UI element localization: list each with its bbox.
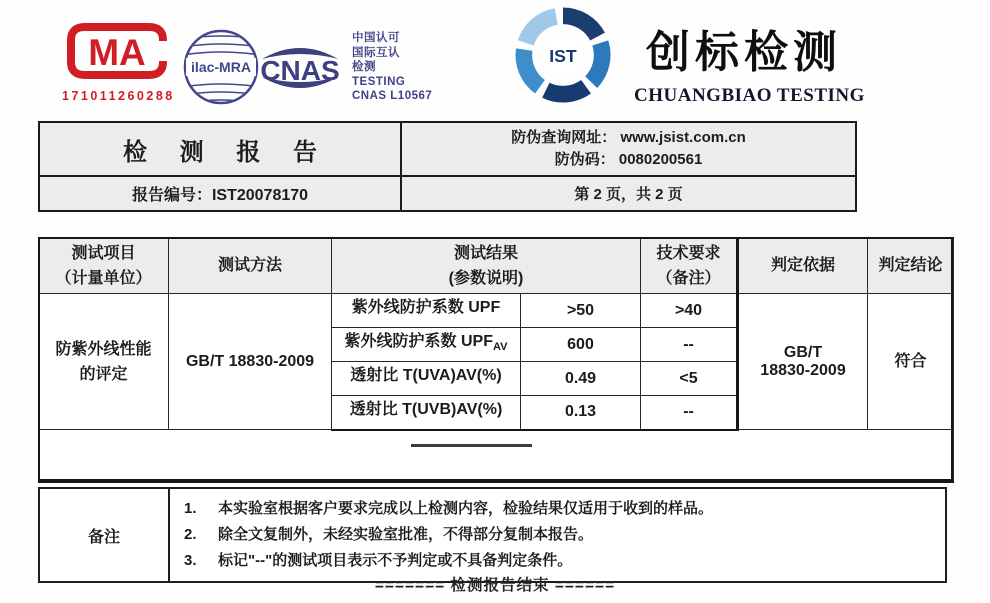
test-method-cell: GB/T 18830-2009 <box>169 294 332 430</box>
results-table <box>38 237 954 483</box>
antifake-code-value: 0080200561 <box>618 151 703 168</box>
remarks-label: 备注 <box>39 488 169 582</box>
col-header-line: 测试项目 <box>71 244 136 262</box>
results-header-row <box>39 238 954 294</box>
test-item-line: 的评定 <box>79 365 128 383</box>
remark-text: 除全文复制外，未经实验室批准，不得部分复制本报告。 <box>218 526 594 543</box>
ilac-mra-mark <box>182 25 260 114</box>
brand-name-cn: 创标检测 <box>646 28 842 77</box>
param-cell <box>332 362 521 396</box>
table-row <box>39 430 954 482</box>
ilac-mra-letters: ilac-MRA <box>191 59 251 75</box>
basis-line: GB/T <box>783 343 823 361</box>
requirement-cell: -- <box>641 328 738 362</box>
col-header-basis: 判定依据 <box>738 238 868 294</box>
result-cell: 0.13 <box>521 396 641 430</box>
test-item-cell <box>39 294 169 430</box>
report-header-table <box>38 121 857 212</box>
requirement-cell: >40 <box>641 294 738 328</box>
col-header-test-item <box>39 238 169 294</box>
antifake-cell <box>401 122 856 176</box>
cnas-side-line: CNAS L10567 <box>352 90 433 102</box>
col-header-line: （备注） <box>656 269 721 287</box>
col-header-test-result <box>332 238 641 294</box>
report-end-marker: ======= 检测报告结束 ====== <box>374 577 616 594</box>
param-cell <box>332 328 521 362</box>
cma-number: 171011260288 <box>62 89 175 103</box>
remark-item <box>184 548 935 574</box>
param-cell <box>332 396 521 430</box>
param-text: 紫外线防护系数 UPF <box>344 333 493 350</box>
report-number-cell <box>39 176 401 211</box>
report-title: 检 测 报 告 <box>39 122 401 176</box>
ist-swirl-icon <box>514 6 612 104</box>
brand-name-en: CHUANGBIAO TESTING <box>634 85 865 106</box>
report-number-value: IST20078170 <box>211 187 309 204</box>
requirement-cell: -- <box>641 396 738 430</box>
param-cell <box>332 294 521 328</box>
remark-text: 本实验室根据客户要求完成以上检测内容，检验结果仅适用于收到的样品。 <box>218 500 714 517</box>
ilac-mra-icon <box>182 25 260 109</box>
empty-spacer-cell <box>39 430 954 482</box>
remark-number: 1. <box>184 500 197 517</box>
cma-letters: MA <box>88 32 146 73</box>
param-text: 透射比 T(UVA)AV(%) <box>350 367 502 384</box>
logo-band <box>0 0 990 118</box>
antifake-code-label: 防伪码： <box>554 151 615 168</box>
remark-text: 标记"--"的测试项目表示不予判定或不具备判定条件。 <box>218 552 573 569</box>
cnas-mark <box>252 40 348 101</box>
remark-number: 3. <box>184 552 197 569</box>
table-row <box>39 294 954 328</box>
ist-letters: IST <box>549 45 577 66</box>
antifake-url-line <box>402 127 855 149</box>
antifake-url-value: www.jsist.com.cn <box>620 129 746 146</box>
cnas-icon <box>252 40 348 96</box>
antifake-url-label: 防伪查询网址： <box>511 129 617 146</box>
cnas-letters: CNAS <box>260 55 340 86</box>
col-header-test-method: 测试方法 <box>169 238 332 294</box>
cnas-side-line: 国际互认 <box>352 46 400 59</box>
cnas-side-line: 检测 <box>352 61 376 73</box>
remarks-body <box>169 488 946 582</box>
test-item-line: 防紫外线性能 <box>55 340 152 358</box>
cnas-side-line: 中国认可 <box>352 32 400 44</box>
col-header-line: 技术要求 <box>656 244 721 262</box>
param-text: 透射比 T(UVB)AV(%) <box>349 400 503 418</box>
remark-item <box>184 496 935 522</box>
col-header-line: 测试结果 <box>454 244 519 262</box>
result-cell: 600 <box>521 328 641 362</box>
cma-mark <box>62 20 175 103</box>
remarks-table <box>38 487 947 583</box>
param-text: 紫外线防护系数 UPF <box>351 299 501 316</box>
result-cell: 0.49 <box>521 362 641 396</box>
remark-item <box>184 522 935 548</box>
cnas-accreditation-text <box>352 31 432 104</box>
result-cell: >50 <box>521 294 641 328</box>
basis-cell <box>738 294 868 430</box>
col-header-line: (参数说明) <box>448 269 524 287</box>
cma-icon <box>64 20 170 82</box>
basis-line: 18830-2009 <box>760 361 846 379</box>
report-number-label: 报告编号： <box>131 187 212 204</box>
col-header-conclusion: 判定结论 <box>868 238 954 294</box>
antifake-code-line <box>402 149 855 171</box>
cnas-side-line: TESTING <box>352 75 406 88</box>
requirement-cell: <5 <box>641 362 738 396</box>
param-subscript: AV <box>492 341 508 353</box>
page-info: 第 2 页，共 2 页 <box>401 176 856 211</box>
brand-block <box>634 16 865 107</box>
col-header-requirement <box>641 238 738 294</box>
stray-scan-line <box>411 444 532 447</box>
col-header-line: （计量单位） <box>55 269 152 287</box>
conclusion-cell: 符合 <box>868 294 954 430</box>
remark-number: 2. <box>184 526 197 543</box>
ist-logo <box>514 6 612 109</box>
